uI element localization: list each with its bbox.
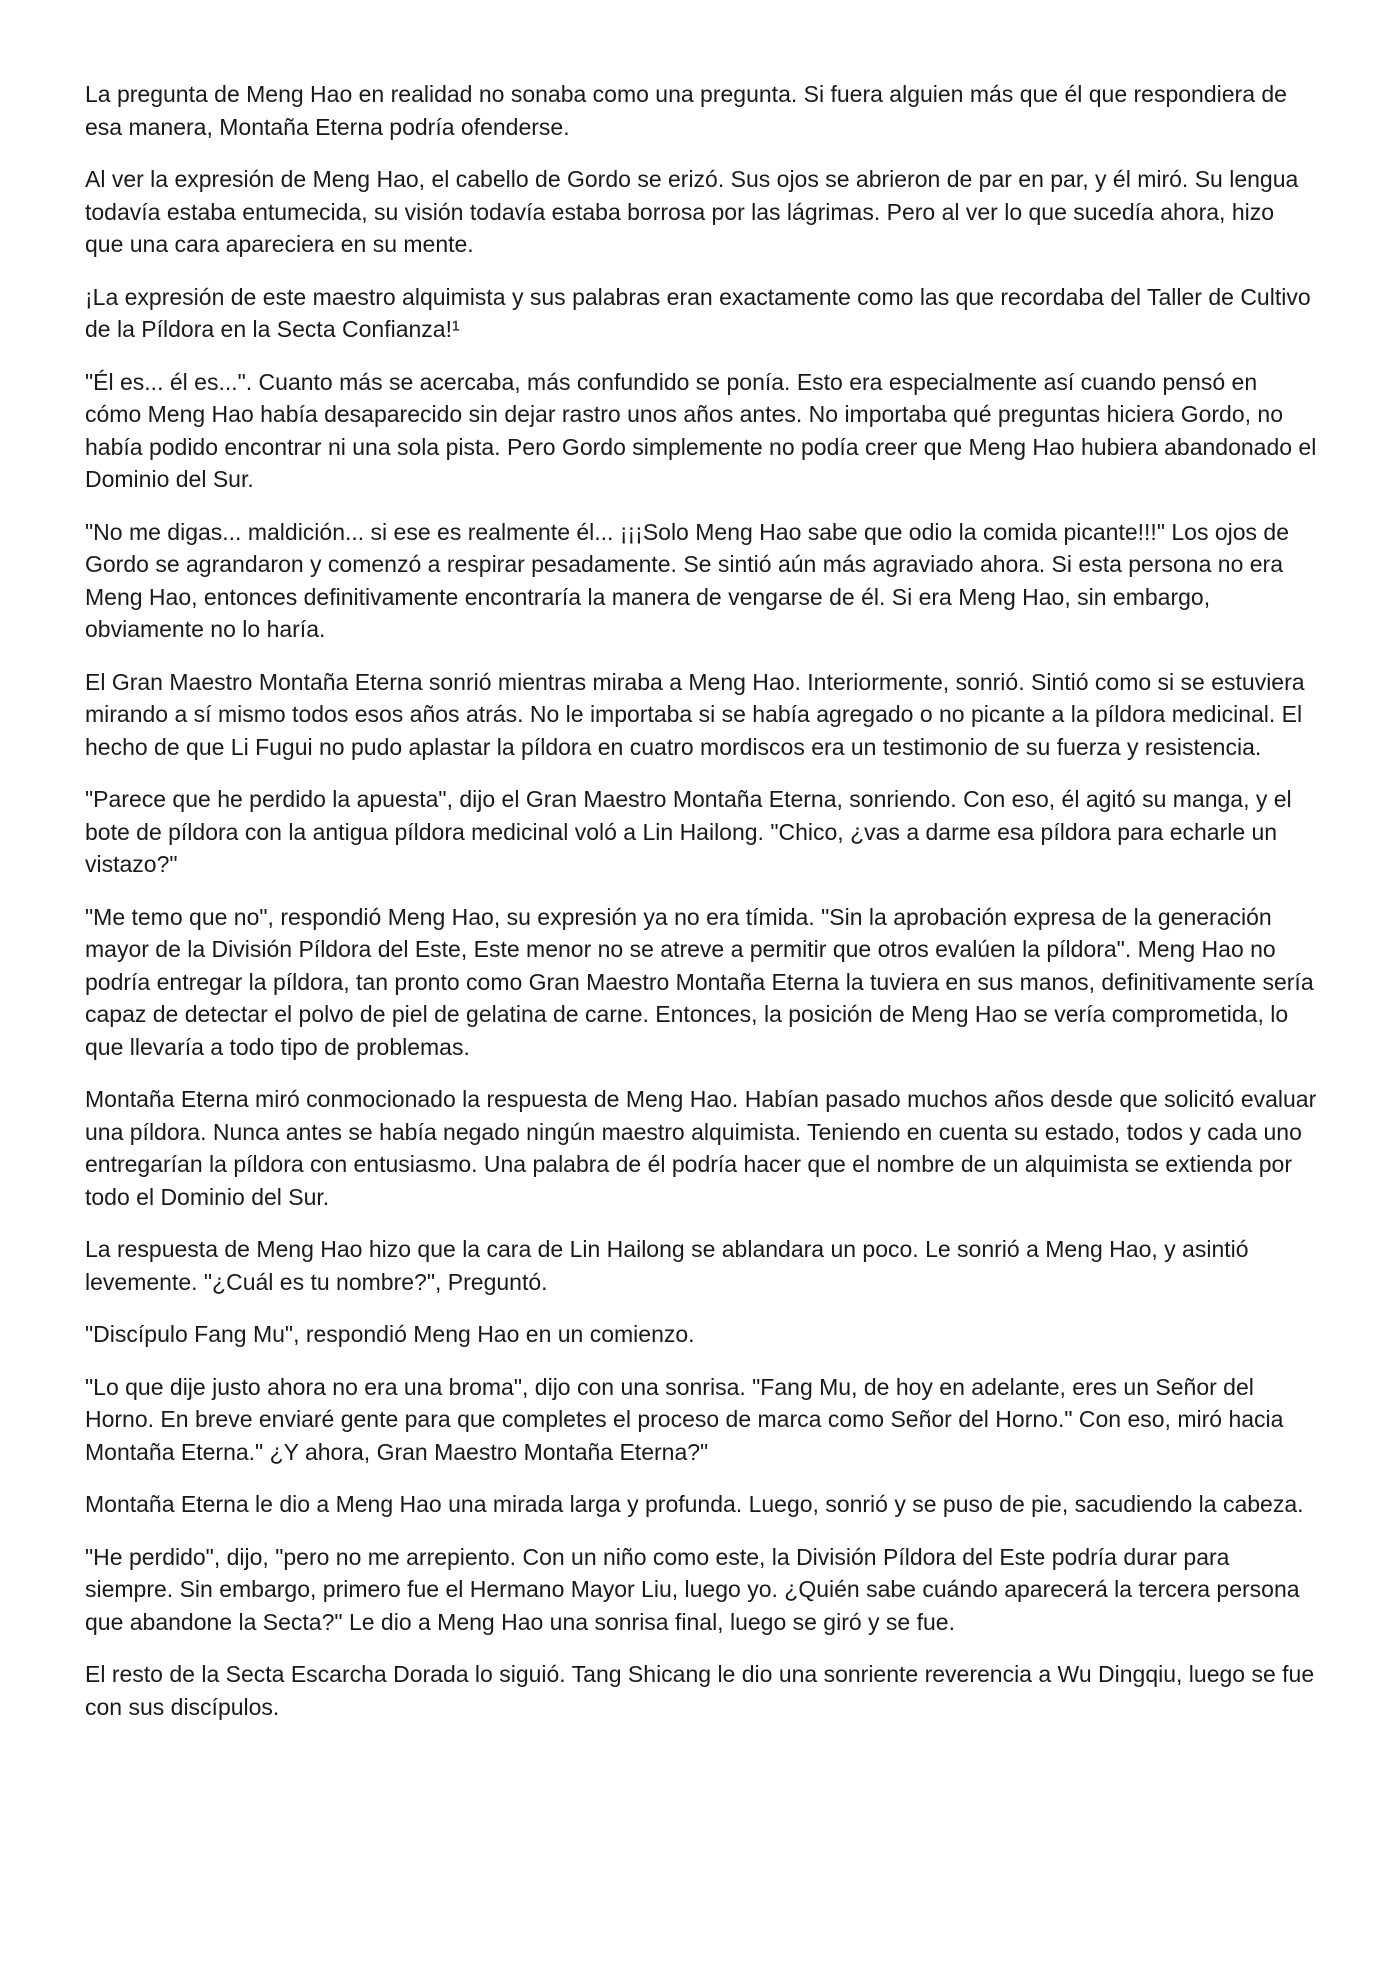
paragraph: La respuesta de Meng Hao hizo que la cara de Lin Hailong se ablandara un poco. Le sonrió a Meng Hao, y asintió levemente. "¿Cuál es tu nombre?", Preguntó.: [85, 1236, 1249, 1295]
paragraph: "He perdido", dijo, "pero no me arrepiento. Con un niño como este, la División Píldora del Este podría durar para siempre. Sin embargo, primero fue el Hermano Mayor Liu, luego yo. ¿Quién sabe cuándo aparecerá la tercera persona que abandone la Secta?" Le dio a Meng Hao una sonrisa final, luego se giró y se fue.: [85, 1543, 1300, 1635]
paragraph: Al ver la expresión de Meng Hao, el cabello de Gordo se erizó. Sus ojos se abrieron de par en par, y él miró. Su lengua todavía estaba entumecida, su visión todavía estaba borrosa por las lágrimas. Pero al ver lo que sucedía ahora, hizo que una cara apareciera en su mente.: [85, 166, 1299, 257]
paragraph: El resto de la Secta Escarcha Dorada lo siguió. Tang Shicang le dio una sonriente reverencia a Wu Dingqiu, luego se fue con sus discípulos.: [85, 1661, 1315, 1720]
document-page: [85, 78, 1317, 1743]
paragraph: "No me digas... maldición... si ese es realmente él... ¡¡¡Solo Meng Hao sabe que odio la comida picante!!!" Los ojos de Gordo se agrandaron y comenzó a respirar pesadamente. Se sintió aún más agraviado ahora. Si esta persona no era Meng Hao, entonces definitivamente encontraría la manera de vengarse de él. Si era Meng Hao, sin embargo, obviamente no lo haría.: [85, 518, 1290, 642]
paragraph: "Me temo que no", respondió Meng Hao, su expresión ya no era tímida. "Sin la aprobación expresa de la generación mayor de la División Píldora del Este, Este menor no se atreve a permitir que otros evalúen la píldora". Meng Hao no podría entregar la píldora, tan pronto como Gran Maestro Montaña Eterna la tuviera en sus manos, definitivamente sería capaz de detectar el polvo de piel de gelatina de carne. Entonces, la posición de Meng Hao se vería comprometida, lo que llevaría a todo tipo de problemas.: [85, 903, 1314, 1060]
paragraph: Montaña Eterna miró conmocionado la respuesta de Meng Hao. Habían pasado muchos años desde que solicitó evaluar una píldora. Nunca antes se había negado ningún maestro alquimista. Teniendo en cuenta su estado, todos y cada uno entregarían la píldora con entusiasmo. Una palabra de él podría hacer que el nombre de un alquimista se extienda por todo el Dominio del Sur.: [85, 1086, 1317, 1210]
paragraph: "Discípulo Fang Mu", respondió Meng Hao en un comienzo.: [85, 1321, 695, 1347]
paragraph: "Lo que dije justo ahora no era una broma", dijo con una sonrisa. "Fang Mu, de hoy en adelante, eres un Señor del Horno. En breve enviaré gente para que completes el proceso de marca como Señor del Horno." Con eso, miró hacia Montaña Eterna." ¿Y ahora, Gran Maestro Montaña Eterna?": [85, 1373, 1284, 1465]
paragraph: "Parece que he perdido la apuesta", dijo el Gran Maestro Montaña Eterna, sonriendo. Con eso, él agitó su manga, y el bote de píldora con la antigua píldora medicinal voló a Lin Hailong. "Chico, ¿vas a darme esa píldora para echarle un vistazo?": [85, 786, 1292, 877]
paragraph: El Gran Maestro Montaña Eterna sonrió mientras miraba a Meng Hao. Interiormente, sonrió. Sintió como si se estuviera mirando a sí mismo todos esos años atrás. No le importaba si se había agregado o no picante a la píldora medicinal. El hecho de que Li Fugui no pudo aplastar la píldora en cuatro mordiscos era un testimonio de su fuerza y resistencia.: [85, 668, 1305, 760]
paragraph: ¡La expresión de este maestro alquimista y sus palabras eran exactamente como las que recordaba del Taller de Cultivo de la Píldora en la Secta Confianza!¹: [85, 283, 1311, 342]
paragraph: "Él es... él es...". Cuanto más se acercaba, más confundido se ponía. Esto era especialmente así cuando pensó en cómo Meng Hao había desaparecido sin dejar rastro unos años antes. No importaba qué preguntas hiciera Gordo, no había podido encontrar ni una sola pista. Pero Gordo simplemente no podía creer que Meng Hao hubiera abandonado el Dominio del Sur.: [85, 368, 1317, 492]
paragraph: La pregunta de Meng Hao en realidad no sonaba como una pregunta. Si fuera alguien más que él que respondiera de esa manera, Montaña Eterna podría ofenderse.: [85, 81, 1287, 140]
paragraph: Montaña Eterna le dio a Meng Hao una mirada larga y profunda. Luego, sonrió y se puso de pie, sacudiendo la cabeza.: [85, 1491, 1304, 1517]
